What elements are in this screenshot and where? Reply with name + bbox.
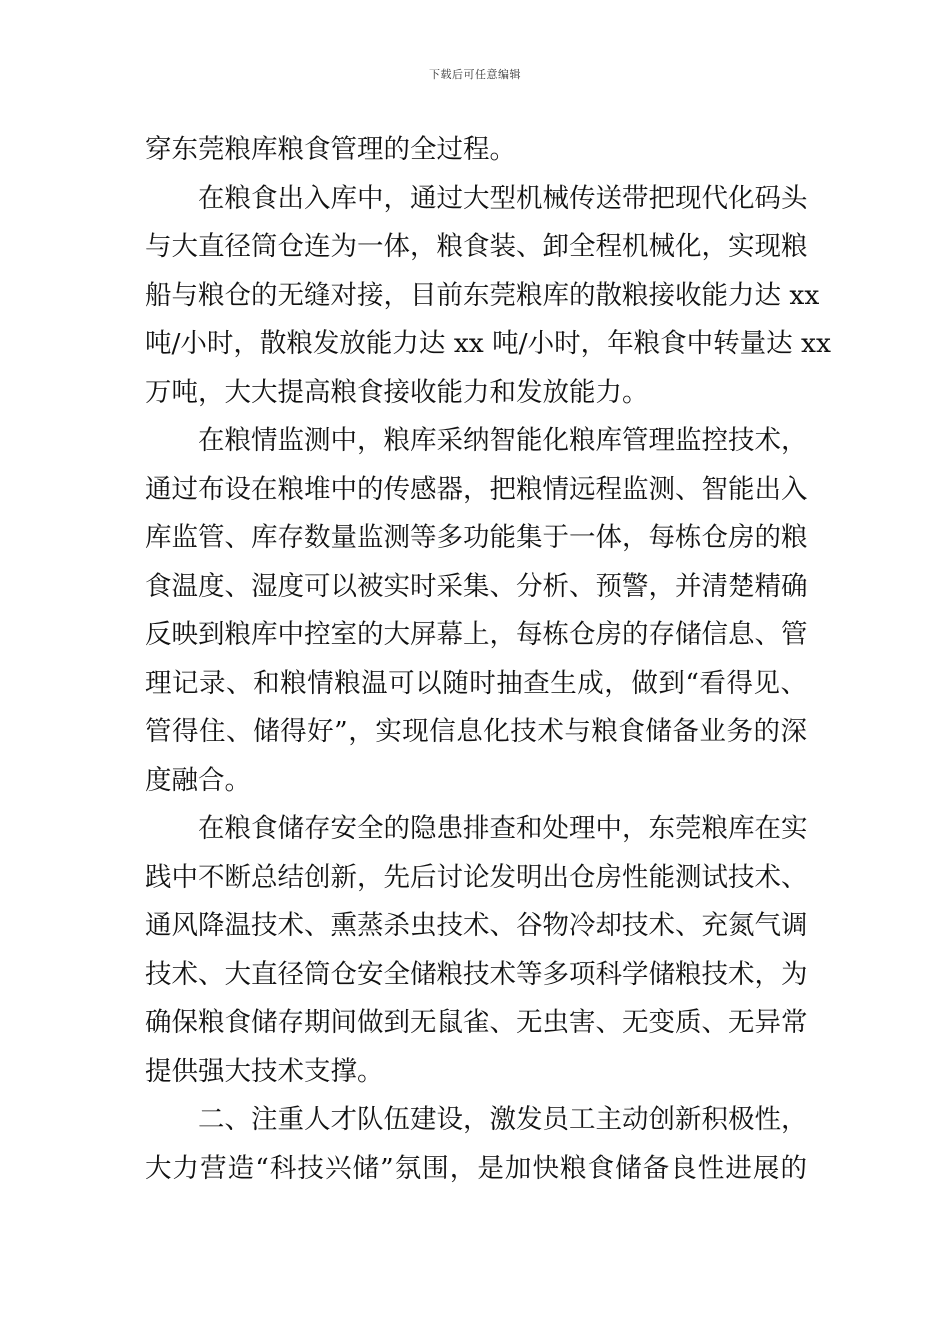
- text-line: 吨/小时，散粮发放能力达 xx 吨/小时，年粮食中转量达 xx: [145, 328, 831, 359]
- text-line: 食温度、湿度可以被实时采集、分析、预警，并清楚精确: [145, 570, 808, 602]
- text-line: 大力营造“科技兴储”氛围，是加快粮食储备良性进展的: [145, 1152, 807, 1184]
- text-line: 反映到粮库中控室的大屏幕上，每栋仓房的存储信息、管: [145, 619, 808, 650]
- text-line: 度融合。: [145, 764, 251, 796]
- text-line: 万吨，大大提高粮食接收能力和发放能力。: [145, 376, 649, 408]
- page-header: 下载后可任意编辑: [429, 68, 521, 81]
- text-line: 穿东莞粮库粮食管理的全过程。: [145, 134, 516, 165]
- paragraph-first-line: 在粮食出入库中，通过大型机械传送带把现代化码头: [198, 182, 808, 214]
- text-line: 理记录、和粮情粮温可以随时抽查生成，做到“看得见、: [145, 667, 807, 699]
- text-line: 库监管、库存数量监测等多功能集于一体，每栋仓房的粮: [145, 522, 808, 553]
- document-body: [145, 126, 831, 1193]
- paragraph-first-line: 在粮食储存安全的隐患排查和处理中，东莞粮库在实: [198, 813, 808, 844]
- text-line: 提供强大技术支撑。: [145, 1055, 384, 1087]
- text-line: 通风降温技术、熏蒸杀虫技术、谷物冷却技术、充氮气调: [145, 910, 808, 941]
- text-line: 践中不断总结创新，先后讨论发明出仓房性能测试技术、: [145, 861, 808, 893]
- text-line: 技术、大直径筒仓安全储粮技术等多项科学储粮技术，为: [145, 958, 808, 990]
- text-line: 管得住、储得好”，实现信息化技术与粮食储备业务的深: [145, 716, 807, 747]
- paragraph-first-line: 二、注重人才队伍建设，激发员工主动创新积极性，: [198, 1104, 808, 1135]
- text-line: 船与粮仓的无缝对接，目前东莞粮库的散粮接收能力达 xx: [145, 279, 820, 311]
- text-line: 通过布设在粮堆中的传感器，把粮情远程监测、智能出入: [145, 473, 808, 505]
- text-line: 与大直径筒仓连为一体，粮食装、卸全程机械化，实现粮: [145, 231, 808, 262]
- text-line: 确保粮食储存期间做到无鼠雀、无虫害、无变质、无异常: [145, 1007, 808, 1038]
- paragraph-first-line: 在粮情监测中，粮库采纳智能化粮库管理监控技术，: [198, 425, 808, 456]
